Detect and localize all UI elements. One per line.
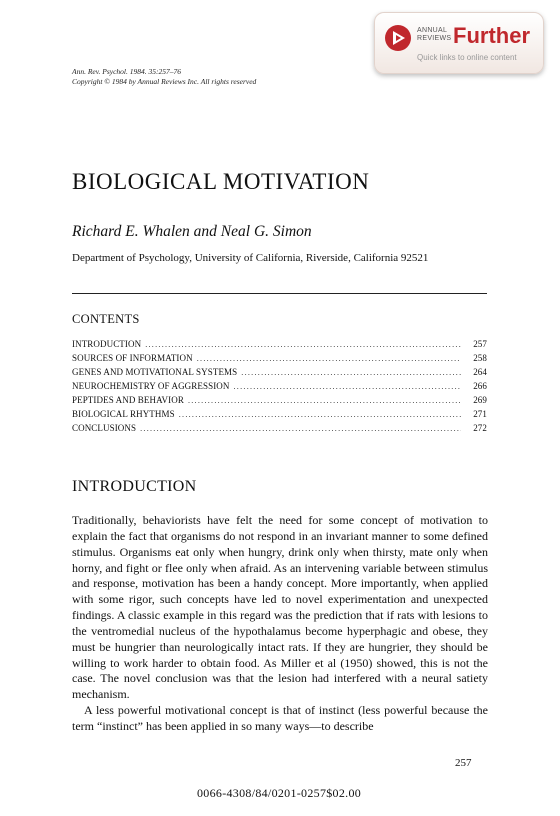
page-number: 257 <box>455 757 472 769</box>
body-text <box>72 513 488 735</box>
contents-heading: CONTENTS <box>72 312 140 326</box>
article-authors: Richard E. Whalen and Neal G. Simon <box>72 223 312 240</box>
toc-item[interactable]: PEPTIDES AND BEHAVIOR ..... 269 <box>72 395 487 409</box>
toc-item[interactable]: CONCLUSIONS ..... 272 <box>72 423 487 437</box>
toc-leader-dots <box>188 396 461 405</box>
toc-leader-dots <box>234 382 462 391</box>
toc-item[interactable]: GENES AND MOTIVATIONAL SYSTEMS ..... 264 <box>72 367 487 381</box>
citation-block <box>72 67 256 87</box>
author-affiliation: Department of Psychology, University of California, Riverside, California 92521 <box>72 252 429 264</box>
table-of-contents <box>72 339 487 437</box>
toc-leader-dots <box>140 424 461 433</box>
section-heading-introduction: INTRODUCTION <box>72 478 197 495</box>
toc-leader-dots <box>179 410 461 419</box>
further-badge[interactable] <box>374 12 544 74</box>
citation-journal: Ann. Rev. Psychol. 1984. 35:257–76 <box>72 67 182 76</box>
toc-item[interactable]: SOURCES OF INFORMATION ..... 258 <box>72 353 487 367</box>
toc-leader-dots <box>241 368 461 377</box>
article-title: BIOLOGICAL MOTIVATION <box>72 169 370 194</box>
toc-leader-dots <box>197 354 461 363</box>
toc-item[interactable]: INTRODUCTION ..... 257 <box>72 339 487 353</box>
toc-leader-dots <box>145 340 461 349</box>
paragraph: A less powerful motivational concept is that of instinct (less powerful because the term “instinct” has been applied in so many ways—to describe <box>72 703 488 733</box>
badge-tagline: Quick links to online content <box>417 53 517 62</box>
citation-copyright: Copyright © 1984 by Annual Reviews Inc. All rights reserved <box>72 77 257 86</box>
paragraph: Traditionally, behaviorists have felt the need for some concept of motivation to explain the fact that organisms do not respond in an invariant manner to some defined stimulus. Organisms eat only when hungry, drink only when thirsty, mate only when horny, and fight or flee only when afraid. As an intervening variable between stimulus and response, motivation has been a handy concept. More importantly, when applied with some rigor, such concepts have led to novel experimentation and unexpected findings. A classic example in this regard was the prediction that if rats with lesions to the ventromedial nucleus of the hypothalamus become hyperphagic and obese, they must be hungrier than neurologically intact rats. If they are hungrier, they should be willing to work harder to obtain food. As Miller et al (1950) showed, this is not the case. The novel conclusion was that the lesion had interfered with a neural satiety mechanism. <box>72 513 488 702</box>
toc-item[interactable]: BIOLOGICAL RHYTHMS ..... 271 <box>72 409 487 423</box>
price-code: 0066-4308/84/0201-0257$02.00 <box>197 786 362 800</box>
divider-rule <box>72 293 487 294</box>
badge-annual-reviews-text: ANNUAL REVIEWS <box>417 27 452 42</box>
toc-item[interactable]: NEUROCHEMISTRY OF AGGRESSION ..... 266 <box>72 381 487 395</box>
annual-reviews-logo-icon <box>385 25 411 51</box>
badge-further-word: Further <box>453 23 530 48</box>
